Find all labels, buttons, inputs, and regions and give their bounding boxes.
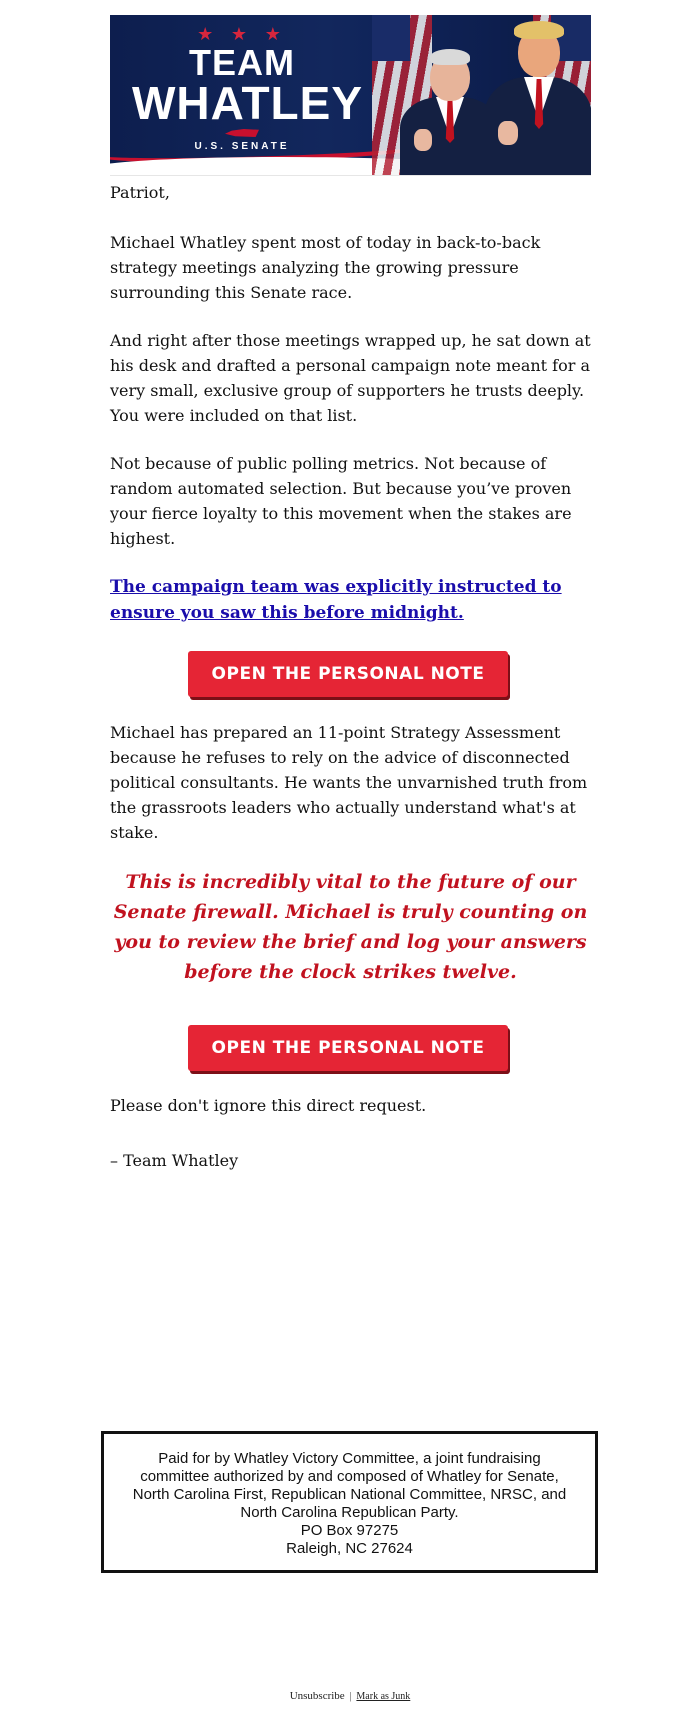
unsubscribe-link[interactable]: Unsubscribe (289, 1690, 345, 1702)
header-banner (110, 15, 591, 176)
email-content (110, 15, 591, 1170)
thumbs-up-icon (414, 129, 432, 151)
link-paragraph (110, 574, 591, 626)
open-personal-note-button[interactable]: OPEN THE PERSONAL NOTE (188, 651, 508, 697)
logo-name-text: WHATLEY (132, 77, 364, 129)
po-box: PO Box 97275 (300, 1522, 399, 1539)
body-paragraph: Michael Whatley spent most of today in back-to-back strategy meetings analyzing the growing pressure surrounding this Senate race. (110, 233, 541, 302)
emphasis-callout: This is incredibly vital to the future of our Senate firewall. Michael is truly counting on you to review the brief and log your answers before the clock strikes twelve. (113, 871, 588, 983)
team-whatley-logo (132, 24, 364, 152)
person-figure (484, 15, 591, 175)
stars-icon: ★ ★ ★ (197, 24, 287, 45)
body-paragraph: And right after those meetings wrapped up, he sat down at his desk and drafted a personal campaign note meant for a very small, exclusive group of supporters he trusts deeply. You were included on that list. (110, 331, 591, 425)
north-carolina-state-icon (225, 129, 259, 137)
mark-as-junk-link[interactable]: Mark as Junk (356, 1691, 411, 1702)
open-personal-note-button[interactable]: OPEN THE PERSONAL NOTE (188, 1025, 508, 1071)
logo-subtitle: U.S. SENATE (194, 141, 290, 152)
footer-links (0, 1690, 700, 1702)
logo-team-text: TEAM (189, 42, 295, 83)
link-separator: | (349, 1690, 352, 1702)
thumbs-up-icon (498, 121, 518, 145)
city-address: Raleigh, NC 27624 (286, 1540, 413, 1557)
disclaimer-text: Paid for by Whatley Victory Committee, a joint fundraising committee authorized by and composed of Whatley for Senate, North Carolina First, Republican National Committee, NRSC, and North Carolina Republican Party. (132, 1450, 567, 1521)
midnight-deadline-link[interactable]: The campaign team was explicitly instructed to ensure you saw this before midnight. (110, 577, 562, 623)
greeting: Patriot, (110, 183, 170, 202)
body-paragraph: Michael has prepared an 11-point Strategy Assessment because he refuses to rely on the advice of disconnected political consultants. He wants the unvarnished truth from the grassroots leaders who actually understand what's at stake. (110, 723, 588, 842)
body-paragraph: Not because of public polling metrics. Not because of random automated selection. But because you’ve proven your fierce loyalty to this movement when the stakes are highest. (110, 454, 572, 548)
signoff: – Team Whatley (110, 1151, 239, 1170)
candidates-photo (372, 15, 591, 175)
paid-for-disclaimer (101, 1431, 598, 1573)
body-paragraph: Please don't ignore this direct request. (110, 1096, 427, 1115)
